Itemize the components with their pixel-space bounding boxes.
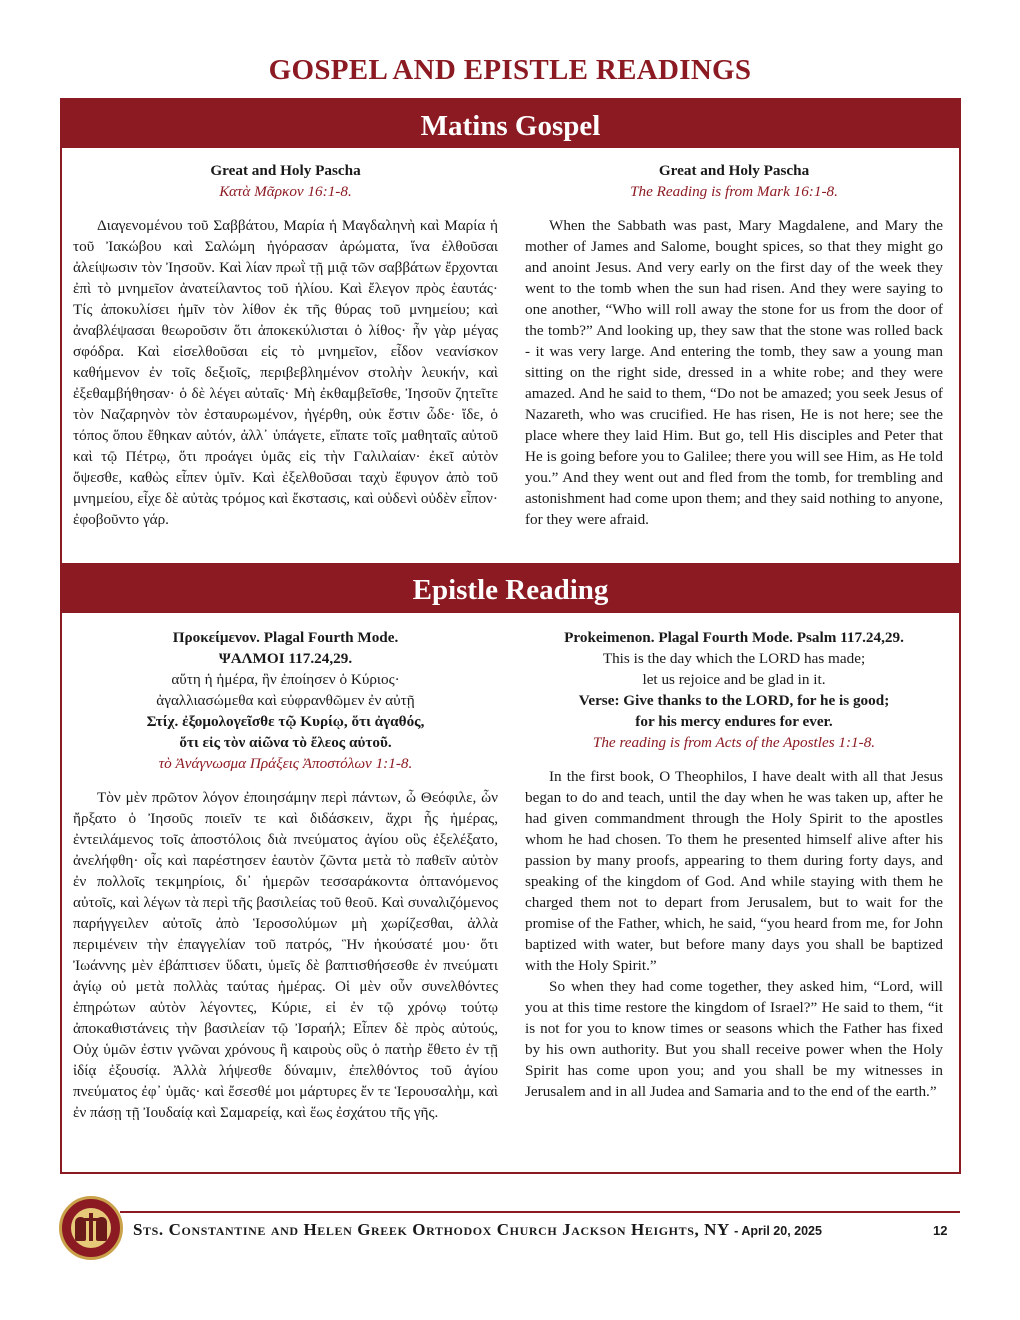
matins-english-column <box>525 160 943 530</box>
english-epistle-reference: The reading is from Acts of the Apostles 1:1-8. <box>592 734 876 751</box>
matins-gospel-heading: Matins Gospel <box>60 98 961 148</box>
epistle-english-text-1: In the first book, O Theophilos, I have dealt with all that Jesus began to do and teach, until the day when he was taken up, after he had given commandment through the Holy Spirit to the apostles whom he had chosen. To them he presented himself alive after his passion by many proofs, appearing to them during forty days, and speaking of the kingdom of God. And while staying with them he charged them not to depart from Jerusalem, but to wait for the promise of the Father, which, he said, “you heard from me, for John baptized with water, but before many days you shall be baptized with the Holy Spirit.” <box>525 768 943 974</box>
epistle-greek-column <box>73 627 498 1123</box>
matins-greek-reference: Κατὰ Μᾶρκον 16:1-8. <box>219 183 352 200</box>
church-name: Sts. Constantine and Helen Greek Orthodox Church Jackson Heights, NY <box>133 1220 730 1239</box>
greek-verse1: αὕτη ἡ ἡμέρα, ἣν ἐποίησεν ὁ Κύριος· <box>171 671 400 688</box>
matins-greek-title: Great and Holy Pascha <box>210 162 361 179</box>
english-prokeimenon: Prokeimenon. Plagal Fourth Mode. Psalm 117.24,29. <box>564 629 904 646</box>
page-title: GOSPEL AND EPISTLE READINGS <box>268 54 752 86</box>
english-verse2: let us rejoice and be glad in it. <box>642 671 826 688</box>
greek-epistle-reference: τὸ Ἀνάγνωσμα Πράξεις Ἀποστόλων 1:1-8. <box>158 755 413 772</box>
footer-divider <box>120 1211 960 1213</box>
greek-verse2: ἀγαλλιασώμεθα καὶ εὐφρανθῶμεν ἐν αὐτῇ <box>156 692 415 709</box>
matins-english-title: Great and Holy Pascha <box>658 162 810 179</box>
page-number: 12 <box>933 1223 948 1238</box>
epistle-english-text-2: So when they had come together, they asked him, “Lord, will you at this time restore the kingdom of Israel?” He said to them, “it is not for you to know times or seasons which the Father has fixed by his own authority. But you shall receive power when the Holy Spirit has come upon you; and you shall be my witnesses in Jerusalem and in all Judea and Samaria and to the end of the earth.” <box>525 978 943 1100</box>
greek-prokeimenon-line2: ΨΑΛΜΟΙ 117.24,29. <box>218 650 353 667</box>
matins-english-reference: The Reading is from Mark 16:1-8. <box>630 183 838 200</box>
footer-date: - April 20, 2025 <box>734 1224 822 1238</box>
greek-prokeimenon-line1: Προκείμενον. Plagal Fourth Mode. <box>172 629 399 646</box>
epistle-reading-heading: Epistle Reading <box>60 563 961 613</box>
church-seal-icon <box>59 1196 123 1260</box>
footer-church-name <box>133 1220 822 1240</box>
matins-greek-text: Διαγενομένου τοῦ Σαββάτου, Μαρία ἡ Μαγδαληνὴ καὶ Μαρία ἡ τοῦ Ἰακώβου καὶ Σαλώμη ἠγόρασαν ἀρώματα, ἵνα ἐλθοῦσαι ἀλείψωσιν τὸν Ἰησοῦν. Καὶ λίαν πρωῒ τῇ μιᾷ τῶν σαββάτων ἔρχονται ἐπὶ τὸ μνημεῖον ἀνατείλαντος τοῦ ἡλίου. Καὶ ἔλεγον πρὸς ἑαυτάς· Τίς ἀποκυλίσει ἡμῖν τὸν λίθον ἐκ τῆς θύρας τοῦ μνημείου; καὶ ἀναβλέψασαι θεωροῦσιν ὅτι ἀποκεκύλισται ὁ λίθος· ἦν γὰρ μέγας σφόδρα. Καὶ εἰσελθοῦσαι εἰς τὸ μνημεῖον, εἶδον νεανίσκον καθήμενον ἐν τοῖς δεξιοῖς, περιβεβλημένον στολὴν λευκήν, καὶ ἐξεθαμβήθησαν· ὁ δὲ λέγει αὐταῖς· Μὴ ἐκθαμβεῖσθε, Ἰησοῦν ζητεῖτε τὸν Ναζαρηνὸν τὸν ἐσταυρωμένον, ἠγέρθη, οὐκ ἔστιν ὧδε· ἴδε, ὁ τόπος ὅπου ἔθηκαν αὐτόν, ἀλλ᾿ ὑπάγετε, εἴπατε τοῖς μαθηταῖς αὐτοῦ καὶ τῷ Πέτρῳ, ὅτι προάγει ὑμᾶς εἰς τὴν Γαλιλαίαν· ἐκεῖ αὐτὸν ὄψεσθε, καθὼς εἶπεν ὑμῖν. Καὶ ἐξελθοῦσαι ταχὺ ἔφυγον ἀπὸ τοῦ μνημείου, εἶχε δὲ αὐτὰς τρόμος καὶ ἔκστασις, καὶ οὐδενὶ οὐδὲν εἶπον· ἐφοβοῦντο γάρ. <box>73 217 498 528</box>
greek-stich1: Στίχ. ἐξομολογεῖσθε τῷ Κυρίῳ, ὅτι ἀγαθός, <box>146 713 425 730</box>
matins-english-text: When the Sabbath was past, Mary Magdalene, and Mary the mother of James and Salome, bought spices, so that they might go and anoint Jesus. And very early on the first day of the week they went to the tomb when the sun had risen. And they were saying to one another, “Who will roll away the stone for us from the door of the tomb?” And looking up, they saw that the stone was rolled back - it was very large. And entering the tomb, they saw a young man sitting on the right side, dressed in a white robe; and they were amazed. And he said to them, “Do not be amazed; you seek Jesus of Nazareth, who was crucified. He has risen, He is not here; see the place where they laid Him. But go, tell His disciples and Peter that He is going before you to Galilee; there you will see Him, as He told you.” And they went out and fled from the tomb, for trembling and astonishment had come upon them; and they said nothing to anyone, for they were afraid. <box>525 217 943 528</box>
greek-stich2: ὅτι εἰς τὸν αἰῶνα τὸ ἔλεος αὐτοῦ. <box>179 734 392 751</box>
epistle-greek-text: Τὸν μὲν πρῶτον λόγον ἐποιησάμην περὶ πάντων, ὦ Θεόφιλε, ὧν ἤρξατο ὁ Ἰησοῦς ποιεῖν τε καὶ διδάσκειν, ἄχρι ἧς ἡμέρας, ἐντειλάμενος τοῖς ἀποστόλοις διὰ πνεύματος ἁγίου οὓς ἐξελέξατο, ἀνελήφθη· οἷς καὶ παρέστησεν ἑαυτὸν ζῶντα μετὰ τὸ παθεῖν αὐτὸν ἐν πολλοῖς τεκμηρίοις, δι᾿ ἡμερῶν τεσσαράκοντα ὀπτανόμενος αὐτοῖς, καὶ λέγων τὰ περὶ τῆς βασιλείας τοῦ θεοῦ. Καὶ συναλιζόμενος παρήγγειλεν αὐτοῖς ἀπὸ Ἱεροσολύμων μὴ χωρίζεσθαι, ἀλλὰ περιμένειν τὴν ἐπαγγελίαν τοῦ πατρός, Ἣν ἠκούσατέ μου· ὅτι Ἰωάννης μὲν ἐβάπτισεν ὕδατι, ὑμεῖς δὲ βαπτισθήσεσθε ἐν πνεύματι ἁγίῳ οὐ μετὰ πολλὰς ταύτας ἡμέρας. Οἱ μὲν οὖν συνελθόντες ἐπηρώτων αὐτὸν λέγοντες, Κύριε, εἰ ἐν τῷ χρόνῳ τούτῳ ἀποκαθιστάνεις τὴν βασιλείαν τῷ Ἰσραήλ; Εἶπεν δὲ πρὸς αὐτούς, Οὐχ ὑμῶν ἐστιν γνῶναι χρόνους ἢ καιροὺς οὓς ὁ πατὴρ ἔθετο ἐν τῇ ἰδίᾳ ἐξουσίᾳ. Ἀλλὰ λήψεσθε δύναμιν, ἐπελθόντος τοῦ ἁγίου πνεύματος ἐφ᾿ ὑμᾶς· καὶ ἔσεσθέ μοι μάρτυρες ἔν τε Ἱερουσαλὴμ, καὶ ἐν πάσῃ τῇ Ἰουδαίᾳ καὶ Σαμαρείᾳ, καὶ ἕως ἐσχάτου τῆς γῆς. <box>73 789 498 1121</box>
english-stich2: for his mercy endures for ever. <box>635 713 833 730</box>
english-verse1: This is the day which the LORD has made; <box>602 650 866 667</box>
epistle-english-column <box>525 627 943 1102</box>
english-stich1: Verse: Give thanks to the LORD, for he is good; <box>578 692 890 709</box>
matins-greek-column <box>73 160 498 530</box>
